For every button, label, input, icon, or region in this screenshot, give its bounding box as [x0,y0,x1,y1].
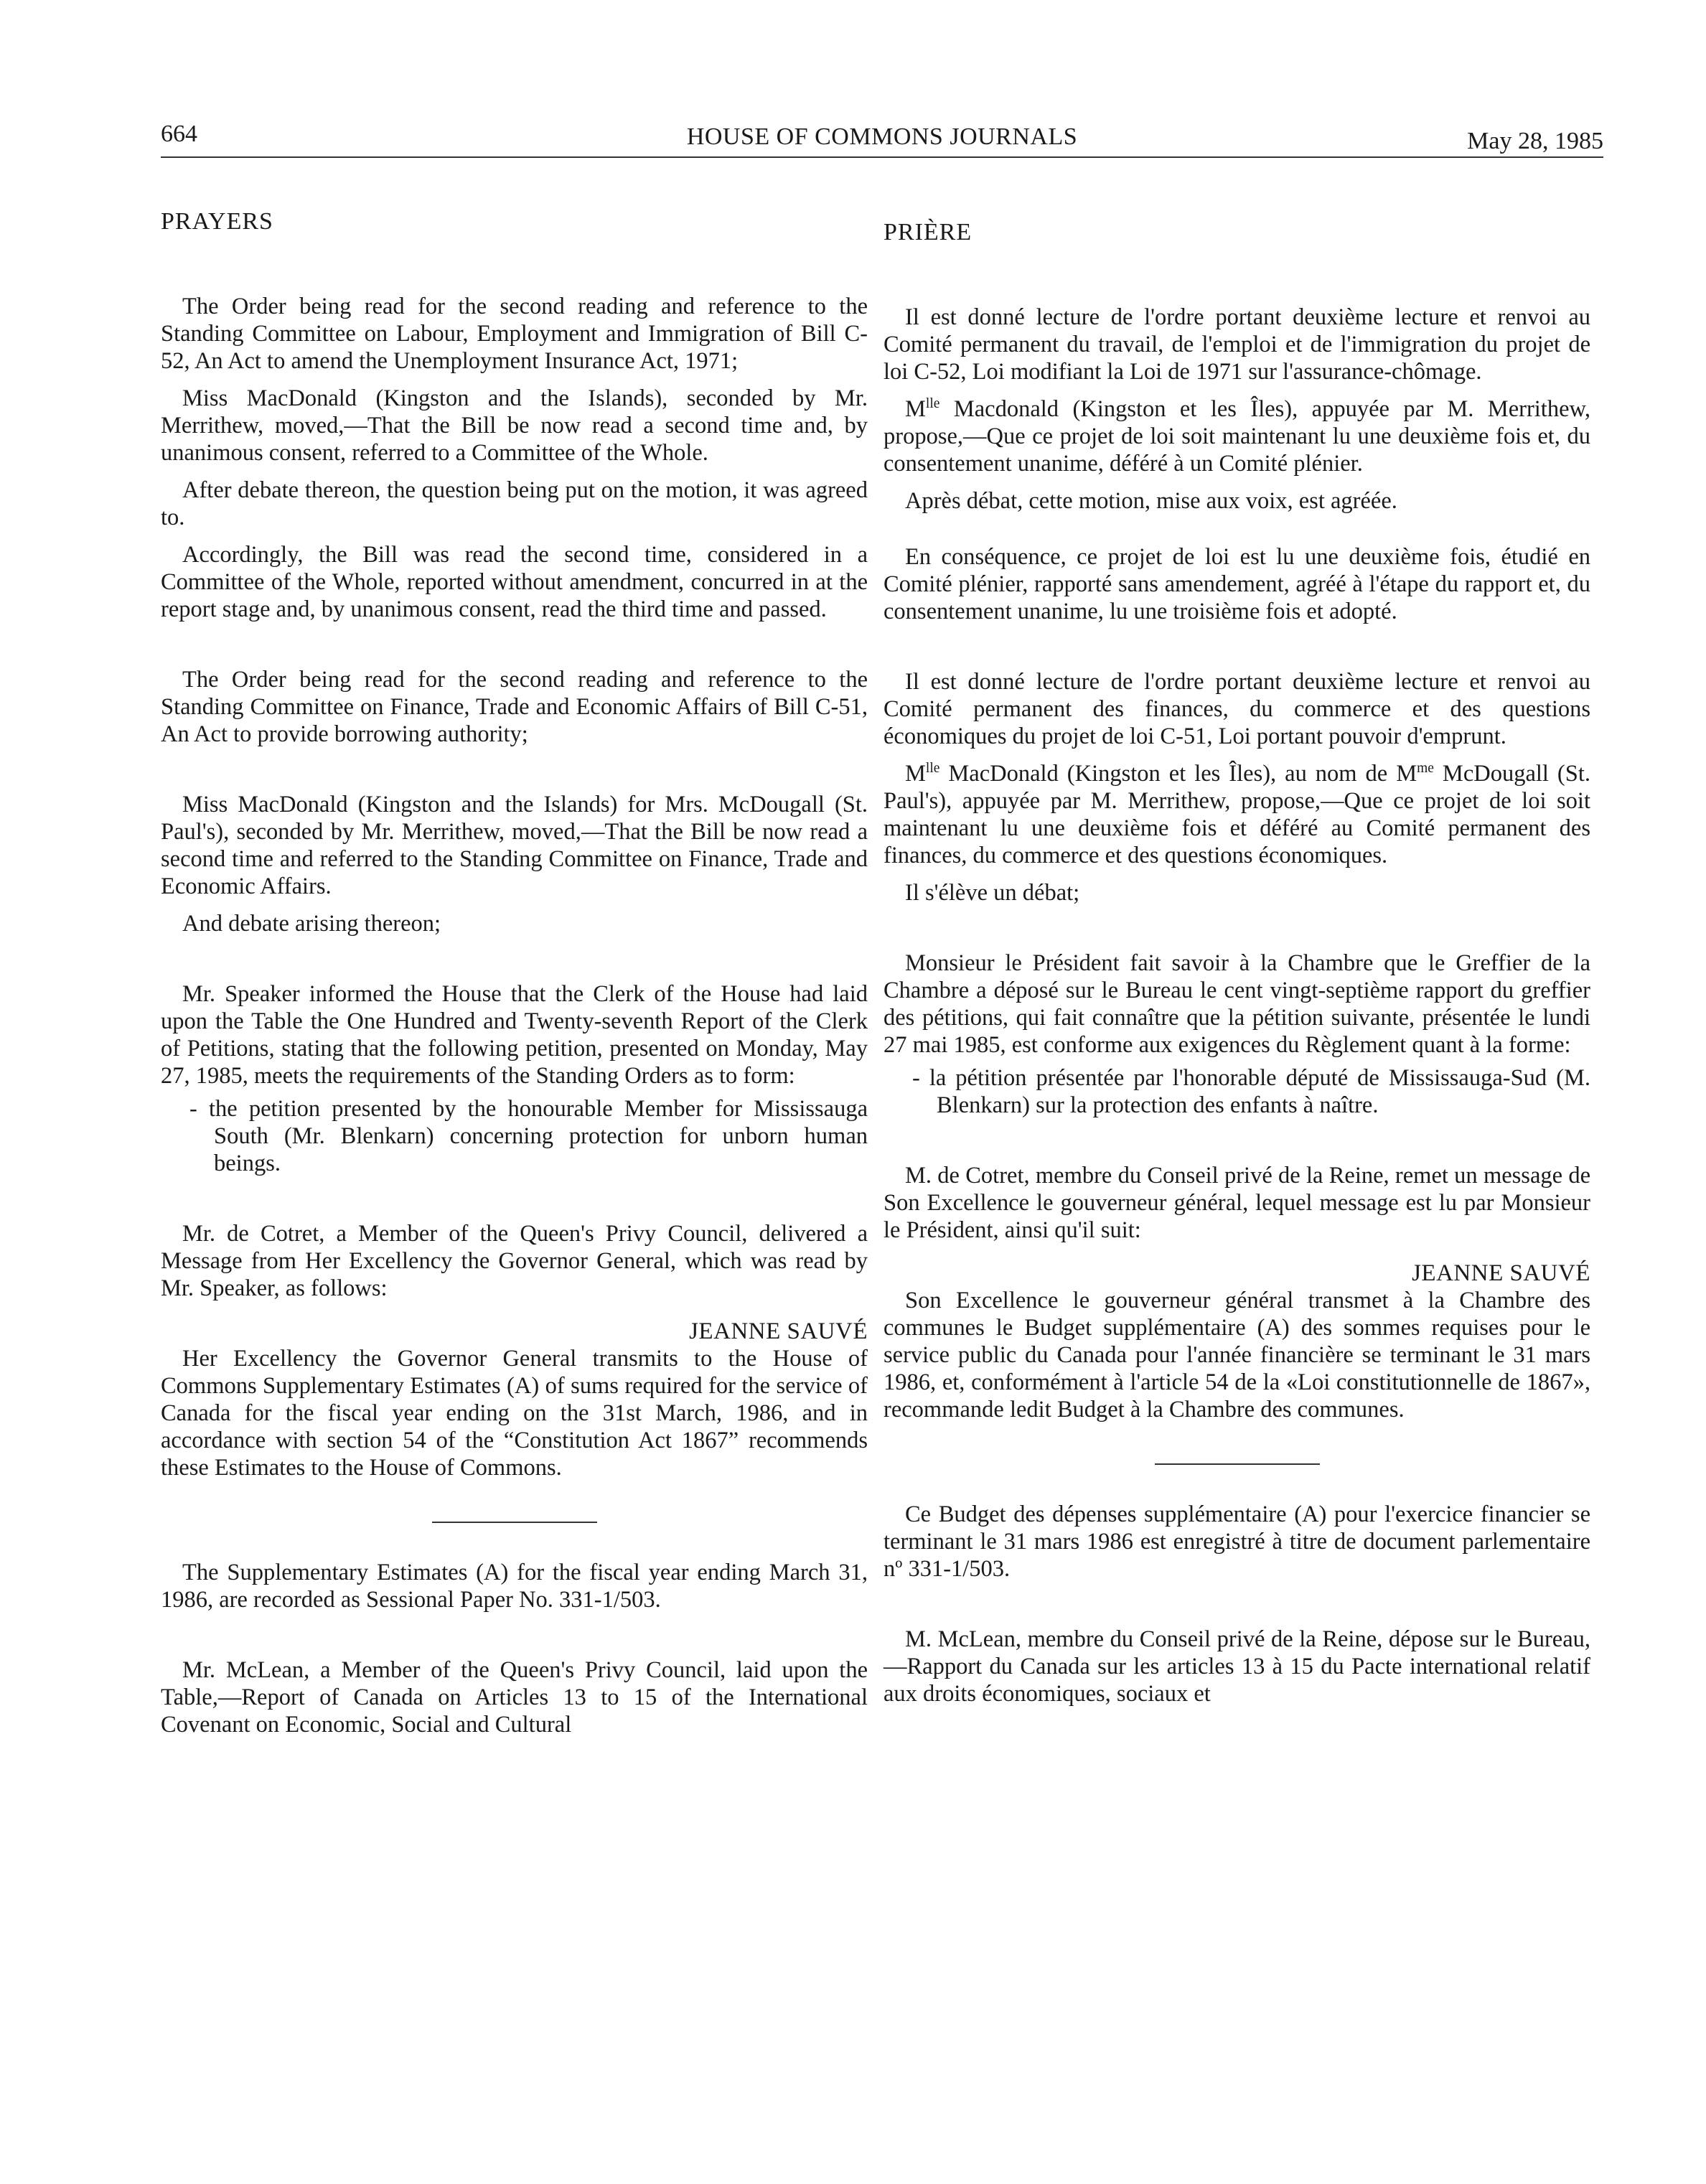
paragraph-en-3: After debate thereon, the question being put on the motion, it was agreed to. [161,477,868,530]
paragraph-en-11: The Supplementary Estimates (A) for the fiscal year ending March 31, 1986, are recorded as Sessional Paper No. 331-1/503. [161,1560,868,1613]
page-header [161,121,1603,164]
paragraph-fr-3: Après débat, cette motion, mise aux voix, est agréée. [905,488,1397,514]
section-heading-fr: PRIÈRE [884,219,972,245]
paragraph-fr-11: Ce Budget des dépenses supplémentaire (A) pour l'exercice financier se terminant le 31 mars 1986 est enregistré à titre de document parlementaire nº 331-1/503. [884,1501,1590,1582]
paragraph-en-9: Mr. de Cotret, a Member of the Queen's Privy Council, delivered a Message from Her Excellency the Governor General, which was read by Mr. Speaker, as follows: [161,1221,868,1301]
petition-bullet-en: - the petition presented by the honourable Member for Mississauga South (Mr. Blenkarn) concerning protection for unborn human beings. [189,1096,868,1176]
divider-rule-fr [1155,1463,1320,1465]
signature-fr: JEANNE SAUVÉ [1412,1260,1590,1286]
paragraph-en-8: Mr. Speaker informed the House that the Clerk of the House had laid upon the Table the One Hundred and Twenty-seventh Report of the Clerk of Petitions, stating that the following petition, presented on Monday, May 27, 1985, meets the requirements of the Standing Orders as to form: [161,981,868,1089]
paragraph-en-12: Mr. McLean, a Member of the Queen's Privy Council, laid upon the Table,—Report of Canada on Articles 13 to 15 of the International Covenant on Economic, Social and Cultural [161,1657,868,1738]
paragraph-fr-4: En conséquence, ce projet de loi est lu une deuxième fois, étudié en Comité plénier, rapporté sans amendement, agréé à l'étape du rapport et, du consentement unanime, lu une troisième fois et adopté. [884,544,1590,624]
header-rule [161,156,1603,158]
paragraph-en-5: The Order being read for the second reading and reference to the Standing Committee on Finance, Trade and Economic Affairs of Bill C-51, An Act to provide borrowing authority; [161,667,868,747]
page-number: 664 [161,121,197,147]
journal-title: HOUSE OF COMMONS JOURNALS [686,123,1078,150]
paragraph-en-4: Accordingly, the Bill was read the second time, considered in a Committee of the Whole, reported without amendment, concurred in at the report stage and, by unanimous consent, read the third time and passed. [161,542,868,622]
divider-rule-en [432,1522,597,1523]
paragraph-fr-12: M. McLean, membre du Conseil privé de la Reine, dépose sur le Bureau,—Rapport du Canada sur les articles 13 à 15 du Pacte international relatif aux droits économiques, sociaux et [884,1626,1590,1707]
paragraph-fr-6: $M^{lle}$ MacDonald (Kingston et les Îles), au nom de $M^{me}$ McDougall (St. Paul's), appuyée par M. Merrithew, propose,—Que ce projet de loi soit maintenant lu une deuxième fois et déféré au Comité permanent des finances, du commerce et des questions économiques. [884,761,1590,868]
paragraph-fr-5: Il est donné lecture de l'ordre portant deuxième lecture et renvoi au Comité permanent des finances, du commerce et des questions économiques du projet de loi C-51, Loi portant pouvoir d'emprunt. [884,669,1590,749]
paragraph-fr-10: Son Excellence le gouverneur général transmet à la Chambre des communes le Budget supplémentaire (A) des sommes requises pour le service public du Canada pour l'année financière se terminant le 31 mars 1986, et, conformément à l'article 54 de la «Loi constitutionnelle de 1867», recommande ledit Budget à la Chambre des communes. [884,1288,1590,1423]
paragraph-fr-7: Il s'élève un débat; [905,880,1080,906]
paragraph-fr-9: M. de Cotret, membre du Conseil privé de la Reine, remet un message de Son Excellence le gouverneur général, lequel message est lu par Monsieur le Président, ainsi qu'il suit: [884,1163,1590,1243]
paragraph-fr-2: $M^{lle}$ Macdonald (Kingston et les Îles), appuyée par M. Merrithew, propose,—Que ce projet de loi soit maintenant lu une deuxième fois et, du consentement unanime, déféré à un Comité plénier. [884,396,1590,477]
paragraph-en-1: The Order being read for the second reading and reference to the Standing Committee on Labour, Employment and Immigration of Bill C-52, An Act to amend the Unemployment Insurance Act, 1971; [161,294,868,374]
section-heading-en: PRAYERS [161,208,273,235]
paragraph-fr-1: Il est donné lecture de l'ordre portant deuxième lecture et renvoi au Comité permanent du travail, de l'emploi et de l'immigration du projet de loi C-52, Loi modifiant la Loi de 1971 sur l'assurance-chômage. [884,304,1590,385]
paragraph-en-2: Miss MacDonald (Kingston and the Islands), seconded by Mr. Merrithew, moved,—That the Bill be now read a second time and, by unanimous consent, referred to a Committee of the Whole. [161,385,868,466]
french-column [884,219,1590,1707]
signature-en: JEANNE SAUVÉ [689,1318,868,1344]
paragraph-en-6: Miss MacDonald (Kingston and the Islands) for Mrs. McDougall (St. Paul's), seconded by Mr. Merrithew, moved,—That the Bill be now read a second time and referred to the Standing Committee on Finance, Trade and Economic Affairs. [161,792,868,899]
paragraph-en-10: Her Excellency the Governor General transmits to the House of Commons Supplementary Estimates (A) of sums required for the service of Canada for the fiscal year ending on the 31st March, 1986, and in accordance with section 54 of the “Constitution Act 1867” recommends these Estimates to the House of Commons. [161,1346,868,1481]
english-column [161,208,868,1738]
journal-date: May 28, 1985 [1467,128,1603,154]
paragraph-fr-8: Monsieur le Président fait savoir à la Chambre que le Greffier de la Chambre a déposé sur le Bureau le cent vingt-septième rapport du greffier des pétitions, qui fait connaître que la pétition suivante, présentée le lundi 27 mai 1985, est conforme aux exigences du Règlement quant à la forme: [884,950,1590,1058]
paragraph-en-7: And debate arising thereon; [182,911,441,937]
petition-bullet-fr: - la pétition présentée par l'honorable député de Mississauga-Sud (M. Blenkarn) sur la protection des enfants à naître. [912,1065,1590,1118]
